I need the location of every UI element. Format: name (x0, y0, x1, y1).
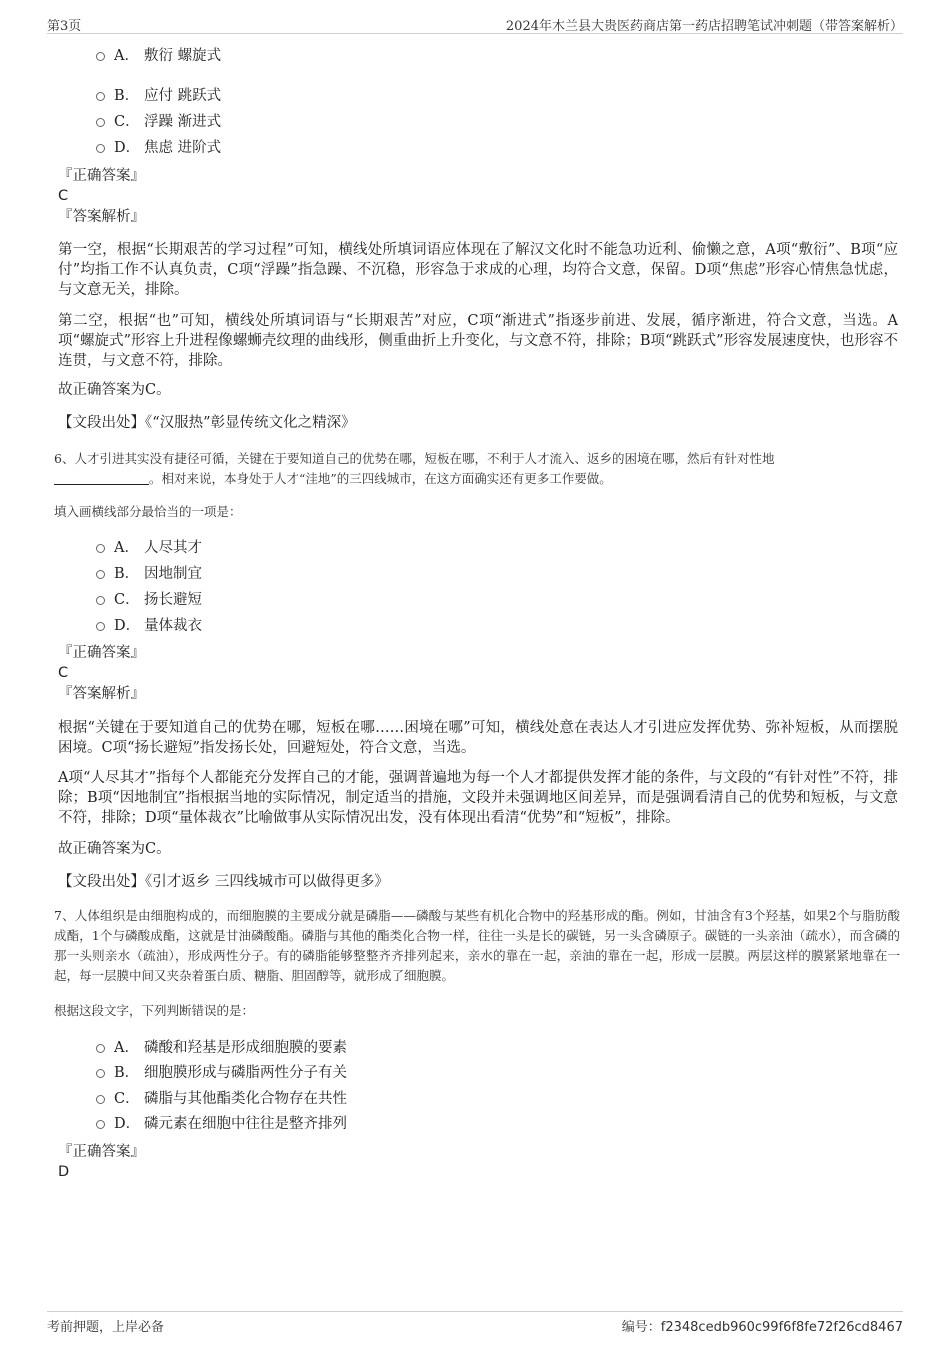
option-text: 人尽其才 (144, 540, 202, 556)
radio-icon[interactable] (96, 1095, 105, 1104)
q6-prompt: 填入画横线部分最恰当的一项是： (54, 504, 242, 519)
q5-analysis-para-2: 第二空，根据“也”可知，横线处所填词语与“长期艰苦”对应，C项“渐进式”指逐步前进、发展，循序渐进，符合文意，当选。A项“螺旋式”形容上升进程像螺蛳壳纹理的曲线形，侧重曲折上升变化，与文意不符，排除；B项“跳跃式”形容发展速度快，也形容不连贯，与文意不符，排除。 (58, 313, 898, 369)
radio-icon[interactable] (96, 118, 105, 127)
q6-analysis-label: 『答案解析』 (58, 686, 145, 702)
fill-blank (54, 471, 149, 485)
q6-analysis-para-1: 根据“关键在于要知道自己的优势在哪，短板在哪……困境在哪”可知，横线处意在表达人才引进应发挥优势、弥补短板，从而摆脱困境。C项“扬长避短”指发扬长处，回避短处，符合文意，当选。 (58, 720, 898, 756)
q5-answer-label: 『正确答案』 (58, 168, 145, 184)
option-text: 浮躁 渐进式 (144, 114, 222, 130)
option-key: D． (114, 1116, 141, 1132)
q6-option-a[interactable] (96, 538, 202, 558)
option-key: B． (114, 88, 140, 104)
q5-analysis-label: 『答案解析』 (58, 209, 145, 225)
q5-source: 【文段出处】《“汉服热”彰显传统文化之精深》 (58, 415, 356, 431)
q5-answer: C (58, 188, 69, 204)
option-text: 磷脂与其他酯类化合物存在共性 (144, 1091, 347, 1107)
radio-icon[interactable] (96, 52, 105, 61)
radio-icon[interactable] (96, 544, 105, 553)
option-key: A． (114, 48, 139, 64)
q6-stem-part-2: 。相对来说，本身处于人才“洼地”的三四线城市，在这方面确实还有更多工作要做。 (149, 471, 612, 486)
q7-option-d[interactable] (96, 1114, 347, 1134)
q7-option-b[interactable] (96, 1063, 347, 1083)
q5-option-a[interactable] (96, 46, 221, 66)
page-footer (47, 1311, 903, 1333)
code-label: 编号： (621, 1320, 661, 1335)
q6-source: 【文段出处】《引才返乡 三四线城市可以做得更多》 (58, 874, 389, 890)
q7-answer: D (58, 1164, 70, 1180)
radio-icon[interactable] (96, 1069, 105, 1078)
option-text: 磷酸和羟基是形成细胞膜的要素 (144, 1040, 347, 1056)
q6-analysis-para-2: A项“人尽其才”指每个人都能充分发挥自己的才能，强调普遍地为每一个人才都提供发挥才能的条件，与文段的“有针对性”不符，排除；B项“因地制宜”指根据当地的实际情况，制定适当的措施，文段并未强调地区间差异，而是强调看清自己的优势和短板，与文意不符，排除；D项“量体裁衣”比喻做事从实际情况出发，没有体现出看清“优势”和“短板”，排除。 (58, 770, 898, 826)
option-key: C． (114, 1091, 140, 1107)
option-text: 因地制宜 (144, 566, 202, 582)
option-key: D． (114, 140, 141, 156)
q7-option-a[interactable] (96, 1038, 347, 1058)
q5-option-c[interactable] (96, 112, 221, 132)
option-key: D． (114, 618, 141, 634)
radio-icon[interactable] (96, 92, 105, 101)
q6-option-c[interactable] (96, 590, 202, 610)
q6-answer: C (58, 665, 69, 681)
option-text: 量体裁衣 (144, 618, 202, 634)
q5-option-d[interactable] (96, 138, 221, 158)
option-text: 磷元素在细胞中往往是整齐排列 (144, 1116, 347, 1132)
footer-slogan: 考前押题，上岸必备 (47, 1320, 165, 1335)
q7-answer-label: 『正确答案』 (58, 1144, 145, 1160)
radio-icon[interactable] (96, 622, 105, 631)
document-title: 2024年木兰县大贵医药商店第一药店招聘笔试冲刺题（带答案解析） (505, 19, 903, 34)
q5-conclusion: 故正确答案为C。 (58, 382, 171, 398)
option-key: C． (114, 114, 140, 130)
q6-stem (54, 449, 900, 489)
radio-icon[interactable] (96, 570, 105, 579)
option-text: 应付 跳跃式 (144, 88, 222, 104)
option-text: 细胞膜形成与磷脂两性分子有关 (144, 1065, 347, 1081)
option-text: 扬长避短 (144, 592, 202, 608)
radio-icon[interactable] (96, 1120, 105, 1129)
page-header (47, 14, 903, 34)
q6-option-d[interactable] (96, 616, 202, 636)
option-text: 焦虑 进阶式 (144, 140, 222, 156)
document-code (622, 1316, 903, 1335)
option-key: A． (114, 1040, 139, 1056)
q6-conclusion: 故正确答案为C。 (58, 841, 171, 857)
option-key: A． (114, 540, 139, 556)
radio-icon[interactable] (96, 596, 105, 605)
q7-stem: 7、人体组织是由细胞构成的，而细胞膜的主要成分就是磷脂——磷酸与某些有机化合物中的羟基形成的酯。例如，甘油含有3个羟基，如果2个与脂肪酸成酯，1个与磷酸成酯，这就是甘油磷酸酯。磷脂与其他的酯类化合物一样，往往一头是长的碳链，另一头含磷原子。碳链的一头亲油（疏水），而含磷的那一头则亲水（疏油），形成两性分子。有的磷脂能够整整齐齐排列起来，亲水的靠在一起，亲油的靠在一起，形成一层膜。两层这样的膜紧紧地靠在一起，每一层膜中间又夹杂着蛋白质、糖脂、胆固醇等，就形成了细胞膜。 (54, 908, 900, 983)
q5-analysis-para-1: 第一空，根据“长期艰苦的学习过程”可知，横线处所填词语应体现在了解汉文化时不能急功近利、偷懒之意，A项“敷衍”、B项“应付”均指工作不认真负责，C项“浮躁”指急躁、不沉稳，形容急于求成的心理，均符合文意，保留。D项“焦虑”形容心情焦急忧虑，与文意无关，排除。 (58, 242, 898, 298)
q6-stem-part-1: 6、人才引进其实没有捷径可循，关键在于要知道自己的优势在哪，短板在哪，不利于人才流入、返乡的困境在哪，然后有针对性地 (54, 451, 775, 466)
radio-icon[interactable] (96, 1044, 105, 1053)
page-number: 第3页 (47, 19, 82, 34)
option-text: 敷衍 螺旋式 (144, 48, 222, 64)
q6-option-b[interactable] (96, 564, 202, 584)
q5-option-b[interactable] (96, 86, 221, 106)
q6-answer-label: 『正确答案』 (58, 645, 145, 661)
option-key: C． (114, 592, 140, 608)
option-key: B． (114, 1065, 140, 1081)
radio-icon[interactable] (96, 144, 105, 153)
q7-prompt: 根据这段文字，下列判断错误的是： (54, 1003, 255, 1018)
code-value: f2348cedb960c99f6f8fe72f26cd8467 (660, 1320, 903, 1335)
option-key: B． (114, 566, 140, 582)
q7-option-c[interactable] (96, 1089, 347, 1109)
